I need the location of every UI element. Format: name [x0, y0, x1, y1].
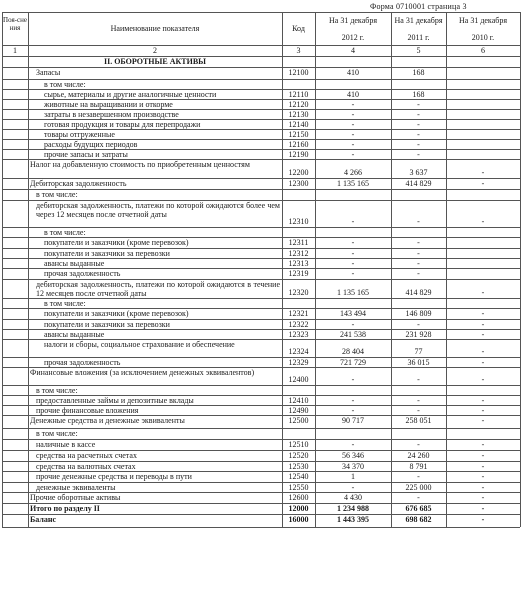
- row-value-2010: -: [481, 358, 485, 367]
- row-value-2011: -: [417, 238, 420, 247]
- row-value-2012: 56 346: [342, 451, 364, 460]
- row-value-2010: -: [481, 179, 485, 188]
- row-name: Итого по разделу II: [30, 504, 100, 513]
- row-value-2012: 1 135 165: [337, 179, 369, 188]
- row-value-2011: 231 928: [405, 330, 432, 339]
- row-value-2010: -: [481, 288, 485, 297]
- row-value-2011: -: [417, 493, 420, 502]
- row-code: 12321: [288, 309, 309, 318]
- header-2011-line2: 2011 г.: [407, 33, 430, 42]
- row-code: 12319: [288, 269, 309, 278]
- row-name: в том числе:: [36, 190, 78, 199]
- header-2012-line1: На 31 декабря: [328, 16, 377, 25]
- row-value-2012: -: [351, 150, 355, 159]
- row-name: в том числе:: [44, 80, 86, 89]
- row-code: 12100: [288, 68, 309, 77]
- row-value-2012: -: [351, 140, 355, 149]
- column-number-5: 5: [416, 46, 421, 55]
- row-value-2010: -: [481, 347, 485, 356]
- row-name: в том числе:: [36, 429, 78, 438]
- row-value-2010: -: [481, 168, 485, 177]
- table-column-rule: [315, 12, 316, 527]
- form-reference: Форма 0710001 страница 3: [370, 2, 467, 11]
- row-name: дебиторская задолженность, платежи по которой ожидаются в течение 12 месяцев после отчетной даты: [36, 280, 280, 298]
- row-code: 12200: [288, 168, 309, 177]
- row-value-2010: -: [481, 504, 485, 513]
- row-code: [282, 80, 315, 89]
- row-code: 12324: [288, 347, 309, 356]
- row-code: 12313: [288, 259, 309, 268]
- row-name: прочая задолженность: [44, 269, 121, 278]
- row-name: покупатели и заказчики за перевозки: [44, 320, 170, 329]
- row-code: 12323: [288, 330, 309, 339]
- row-value-2012: -: [351, 406, 355, 415]
- table-column-rule: [2, 12, 3, 527]
- row-value-2012: -: [351, 249, 355, 258]
- row-value-2011: 676 685: [405, 504, 432, 513]
- row-value-2010: [446, 259, 520, 268]
- row-value-2012: 721 729: [340, 358, 366, 367]
- row-value-2012: 241 538: [340, 330, 366, 339]
- table-rule: [2, 527, 520, 528]
- row-code: 12310: [288, 217, 309, 226]
- row-name: денежные эквиваленты: [36, 483, 116, 492]
- row-code: 12120: [288, 100, 309, 109]
- row-value-2012: -: [351, 375, 355, 384]
- row-value-2010: [446, 269, 520, 279]
- row-value-2011: 146 809: [405, 309, 432, 318]
- header-2010-line2: 2010 г.: [471, 33, 495, 42]
- row-value-2012: -: [351, 238, 355, 247]
- row-code: 12500: [288, 416, 309, 425]
- row-code: 12600: [288, 493, 309, 502]
- row-code: 12320: [288, 288, 309, 297]
- row-value-2011: -: [417, 259, 420, 268]
- row-value-2011: 168: [412, 68, 425, 77]
- row-value-2012: 4 266: [344, 168, 362, 177]
- row-code: 12140: [288, 120, 309, 129]
- table-column-rule: [446, 12, 447, 527]
- row-value-2010: -: [481, 396, 485, 405]
- row-name: Прочие оборотные активы: [30, 493, 121, 502]
- row-code: 12300: [288, 179, 309, 188]
- row-value-2012: -: [351, 483, 355, 492]
- row-code: 12540: [288, 472, 309, 481]
- table-column-rule: [391, 12, 392, 527]
- column-number-4: 4: [351, 46, 355, 55]
- row-code: [282, 299, 315, 308]
- row-name: животные на выращивании и откорме: [44, 100, 173, 109]
- row-value-2012: 90 717: [342, 416, 364, 425]
- row-name: Дебиторская задолженность: [30, 179, 127, 188]
- row-value-2010: [446, 120, 520, 129]
- section-title: II. ОБОРОТНЫЕ АКТИВЫ: [103, 57, 207, 66]
- row-value-2011: 168: [412, 90, 425, 99]
- row-code: 12190: [288, 150, 309, 159]
- row-value-2011: 258 051: [405, 416, 432, 425]
- row-value-2010: -: [481, 493, 485, 502]
- row-value-2011: 414 829: [405, 288, 432, 297]
- row-code: [282, 386, 315, 395]
- row-value-2011: 414 829: [405, 179, 432, 188]
- row-value-2010: [446, 68, 520, 79]
- row-name: прочие денежные средства и переводы в пути: [36, 472, 192, 481]
- row-name: в том числе:: [36, 386, 78, 395]
- row-name: покупатели и заказчики (кроме перевозок): [44, 309, 189, 318]
- row-name: авансы выданные: [44, 259, 105, 268]
- row-name: Баланс: [30, 515, 57, 524]
- row-value-2011: 36 015: [407, 358, 430, 367]
- row-code: [282, 429, 315, 439]
- row-value-2011: -: [417, 375, 420, 384]
- row-value-2011: -: [417, 440, 420, 449]
- row-value-2012: [315, 429, 391, 439]
- row-value-2012: -: [351, 120, 355, 129]
- row-value-2011: [391, 190, 446, 200]
- row-value-2012: 1 234 988: [337, 504, 369, 513]
- row-value-2012: 1 443 395: [337, 515, 369, 524]
- row-name: наличные в кассе: [36, 440, 96, 449]
- header-code: Код: [292, 24, 305, 33]
- row-code: 12110: [288, 90, 309, 99]
- row-value-2012: 143 494: [340, 309, 366, 318]
- row-code: 12150: [288, 130, 309, 139]
- row-value-2010: [446, 228, 520, 237]
- row-value-2012: [315, 299, 391, 308]
- row-value-2012: 4 430: [344, 493, 362, 502]
- row-value-2011: -: [417, 249, 420, 258]
- row-value-2011: -: [417, 396, 420, 405]
- row-value-2011: [391, 228, 446, 237]
- row-name: Запасы: [36, 68, 61, 77]
- row-code: 12160: [288, 140, 309, 149]
- row-value-2012: -: [351, 110, 355, 119]
- row-name: прочая задолженность: [44, 358, 121, 367]
- row-value-2012: 1: [351, 472, 355, 481]
- row-value-2011: 225 000: [405, 483, 432, 492]
- row-value-2012: [315, 228, 391, 237]
- row-name: в том числе:: [44, 299, 86, 308]
- row-value-2010: [446, 429, 520, 439]
- row-value-2012: -: [351, 100, 355, 109]
- row-value-2010: [446, 150, 520, 159]
- row-value-2010: -: [481, 440, 485, 449]
- row-name: прочие запасы и затраты: [44, 150, 128, 159]
- row-value-2012: 34 370: [342, 462, 364, 471]
- row-value-2010: -: [481, 320, 485, 329]
- row-value-2011: -: [417, 140, 420, 149]
- row-value-2010: -: [481, 406, 485, 415]
- row-value-2010: -: [481, 515, 485, 524]
- row-value-2011: 24 260: [407, 451, 430, 460]
- row-value-2010: [446, 386, 520, 395]
- header-explanations: Поя-снения: [3, 16, 27, 32]
- row-name: Денежные средства и денежные эквиваленты: [30, 416, 185, 425]
- column-number-3: 3: [296, 46, 301, 55]
- row-value-2012: 28 404: [342, 347, 364, 356]
- row-value-2012: [315, 190, 391, 200]
- row-value-2012: 410: [347, 90, 359, 99]
- row-code: 12130: [288, 110, 309, 119]
- row-value-2010: -: [481, 375, 485, 384]
- row-value-2011: -: [417, 110, 420, 119]
- row-value-2012: [315, 80, 391, 89]
- row-value-2010: -: [481, 309, 485, 318]
- table-column-rule: [28, 12, 29, 527]
- row-name: готовая продукция и товары для перепродажи: [44, 120, 201, 129]
- row-value-2011: [391, 80, 446, 89]
- row-code: 12410: [288, 396, 309, 405]
- row-value-2010: [446, 80, 520, 89]
- row-value-2010: [446, 130, 520, 139]
- row-value-2011: -: [417, 120, 420, 129]
- row-name: налоги и сборы, социальное страхование и обеспечение: [44, 340, 235, 349]
- row-code: 12311: [288, 238, 309, 247]
- row-name: Финансовые вложения (за исключением денежных эквивалентов): [30, 368, 255, 377]
- row-value-2011: -: [417, 472, 420, 481]
- row-value-2010: -: [481, 217, 485, 226]
- row-value-2010: [446, 110, 520, 119]
- row-value-2012: 1 135 165: [337, 288, 369, 297]
- row-value-2010: [446, 190, 520, 200]
- row-name: покупатели и заказчики (кроме перевозок): [44, 238, 189, 247]
- row-value-2010: [446, 249, 520, 258]
- row-value-2010: -: [481, 416, 485, 425]
- row-value-2010: [446, 90, 520, 99]
- row-name: дебиторская задолженность, платежи по которой ожидаются более чем через 12 месяцев после отчетной даты: [36, 201, 280, 219]
- row-code: 12312: [288, 249, 309, 258]
- row-value-2011: [391, 299, 446, 308]
- row-name: покупатели и заказчики за перевозки: [44, 249, 170, 258]
- row-value-2011: -: [417, 406, 420, 415]
- row-value-2012: -: [351, 269, 355, 278]
- row-value-2011: 3 637: [409, 168, 428, 177]
- row-code: 12530: [288, 462, 309, 471]
- row-value-2011: 698 682: [405, 515, 432, 524]
- row-value-2012: -: [351, 320, 355, 329]
- header-indicator-name: Наименование показателя: [110, 24, 200, 33]
- column-number-1: 1: [13, 46, 17, 55]
- row-value-2011: [391, 429, 446, 439]
- row-value-2010: [446, 140, 520, 149]
- row-value-2011: -: [417, 130, 420, 139]
- row-value-2012: [315, 386, 391, 395]
- row-value-2012: -: [351, 217, 355, 226]
- table-rule: [2, 12, 520, 13]
- row-code: 12520: [288, 451, 309, 460]
- row-value-2011: -: [417, 150, 420, 159]
- header-2012-line2: 2012 г.: [341, 33, 365, 42]
- row-code: 12550: [288, 483, 309, 492]
- row-name: расходы будущих периодов: [44, 140, 138, 149]
- row-code: 12400: [288, 375, 309, 384]
- row-code: 12322: [288, 320, 309, 329]
- row-value-2010: -: [481, 451, 485, 460]
- row-value-2011: -: [417, 217, 420, 226]
- row-name: затраты в незавершенном производстве: [44, 110, 179, 119]
- row-code: 12510: [288, 440, 309, 449]
- row-code: [282, 228, 315, 237]
- row-value-2011: [391, 386, 446, 395]
- row-value-2010: -: [481, 472, 485, 481]
- row-value-2011: 8 791: [409, 462, 428, 471]
- row-name: средства на валютных счетах: [36, 462, 136, 471]
- row-code: 16000: [288, 515, 309, 524]
- table-column-rule: [282, 12, 283, 527]
- row-name: средства на расчетных счетах: [36, 451, 137, 460]
- row-name: предоставленные займы и депозитные вклады: [36, 396, 194, 405]
- row-value-2010: -: [481, 483, 485, 492]
- row-value-2012: -: [351, 396, 355, 405]
- header-2011-line1: На 31 декабря: [394, 16, 443, 25]
- row-value-2010: -: [481, 462, 485, 471]
- row-value-2010: [446, 100, 520, 109]
- row-value-2010: [446, 299, 520, 308]
- row-code: [282, 190, 315, 200]
- header-2010-line1: На 31 декабря: [458, 16, 507, 25]
- row-name: товары отгруженные: [44, 130, 115, 139]
- row-value-2010: -: [481, 330, 485, 339]
- row-value-2012: 410: [347, 68, 359, 77]
- row-name: авансы выданные: [44, 330, 105, 339]
- row-name: Налог на добавленную стоимость по приобретенным ценностям: [30, 160, 250, 169]
- row-code: 12000: [288, 504, 309, 513]
- row-value-2011: -: [417, 100, 420, 109]
- row-value-2011: -: [417, 269, 420, 278]
- row-name: в том числе:: [44, 228, 86, 237]
- row-code: 12329: [288, 358, 309, 367]
- row-value-2012: -: [351, 130, 355, 139]
- row-value-2011: 77: [414, 347, 423, 356]
- row-value-2011: -: [417, 320, 420, 329]
- row-code: 12490: [288, 406, 309, 415]
- row-name: сырье, материалы и другие аналогичные ценности: [44, 90, 217, 99]
- column-number-2: 2: [153, 46, 157, 55]
- row-name: прочие финансовые вложения: [36, 406, 139, 415]
- table-column-rule: [520, 12, 521, 527]
- row-value-2012: -: [351, 440, 355, 449]
- row-value-2012: -: [351, 259, 355, 268]
- row-value-2010: [446, 238, 520, 248]
- column-number-6: 6: [481, 46, 485, 55]
